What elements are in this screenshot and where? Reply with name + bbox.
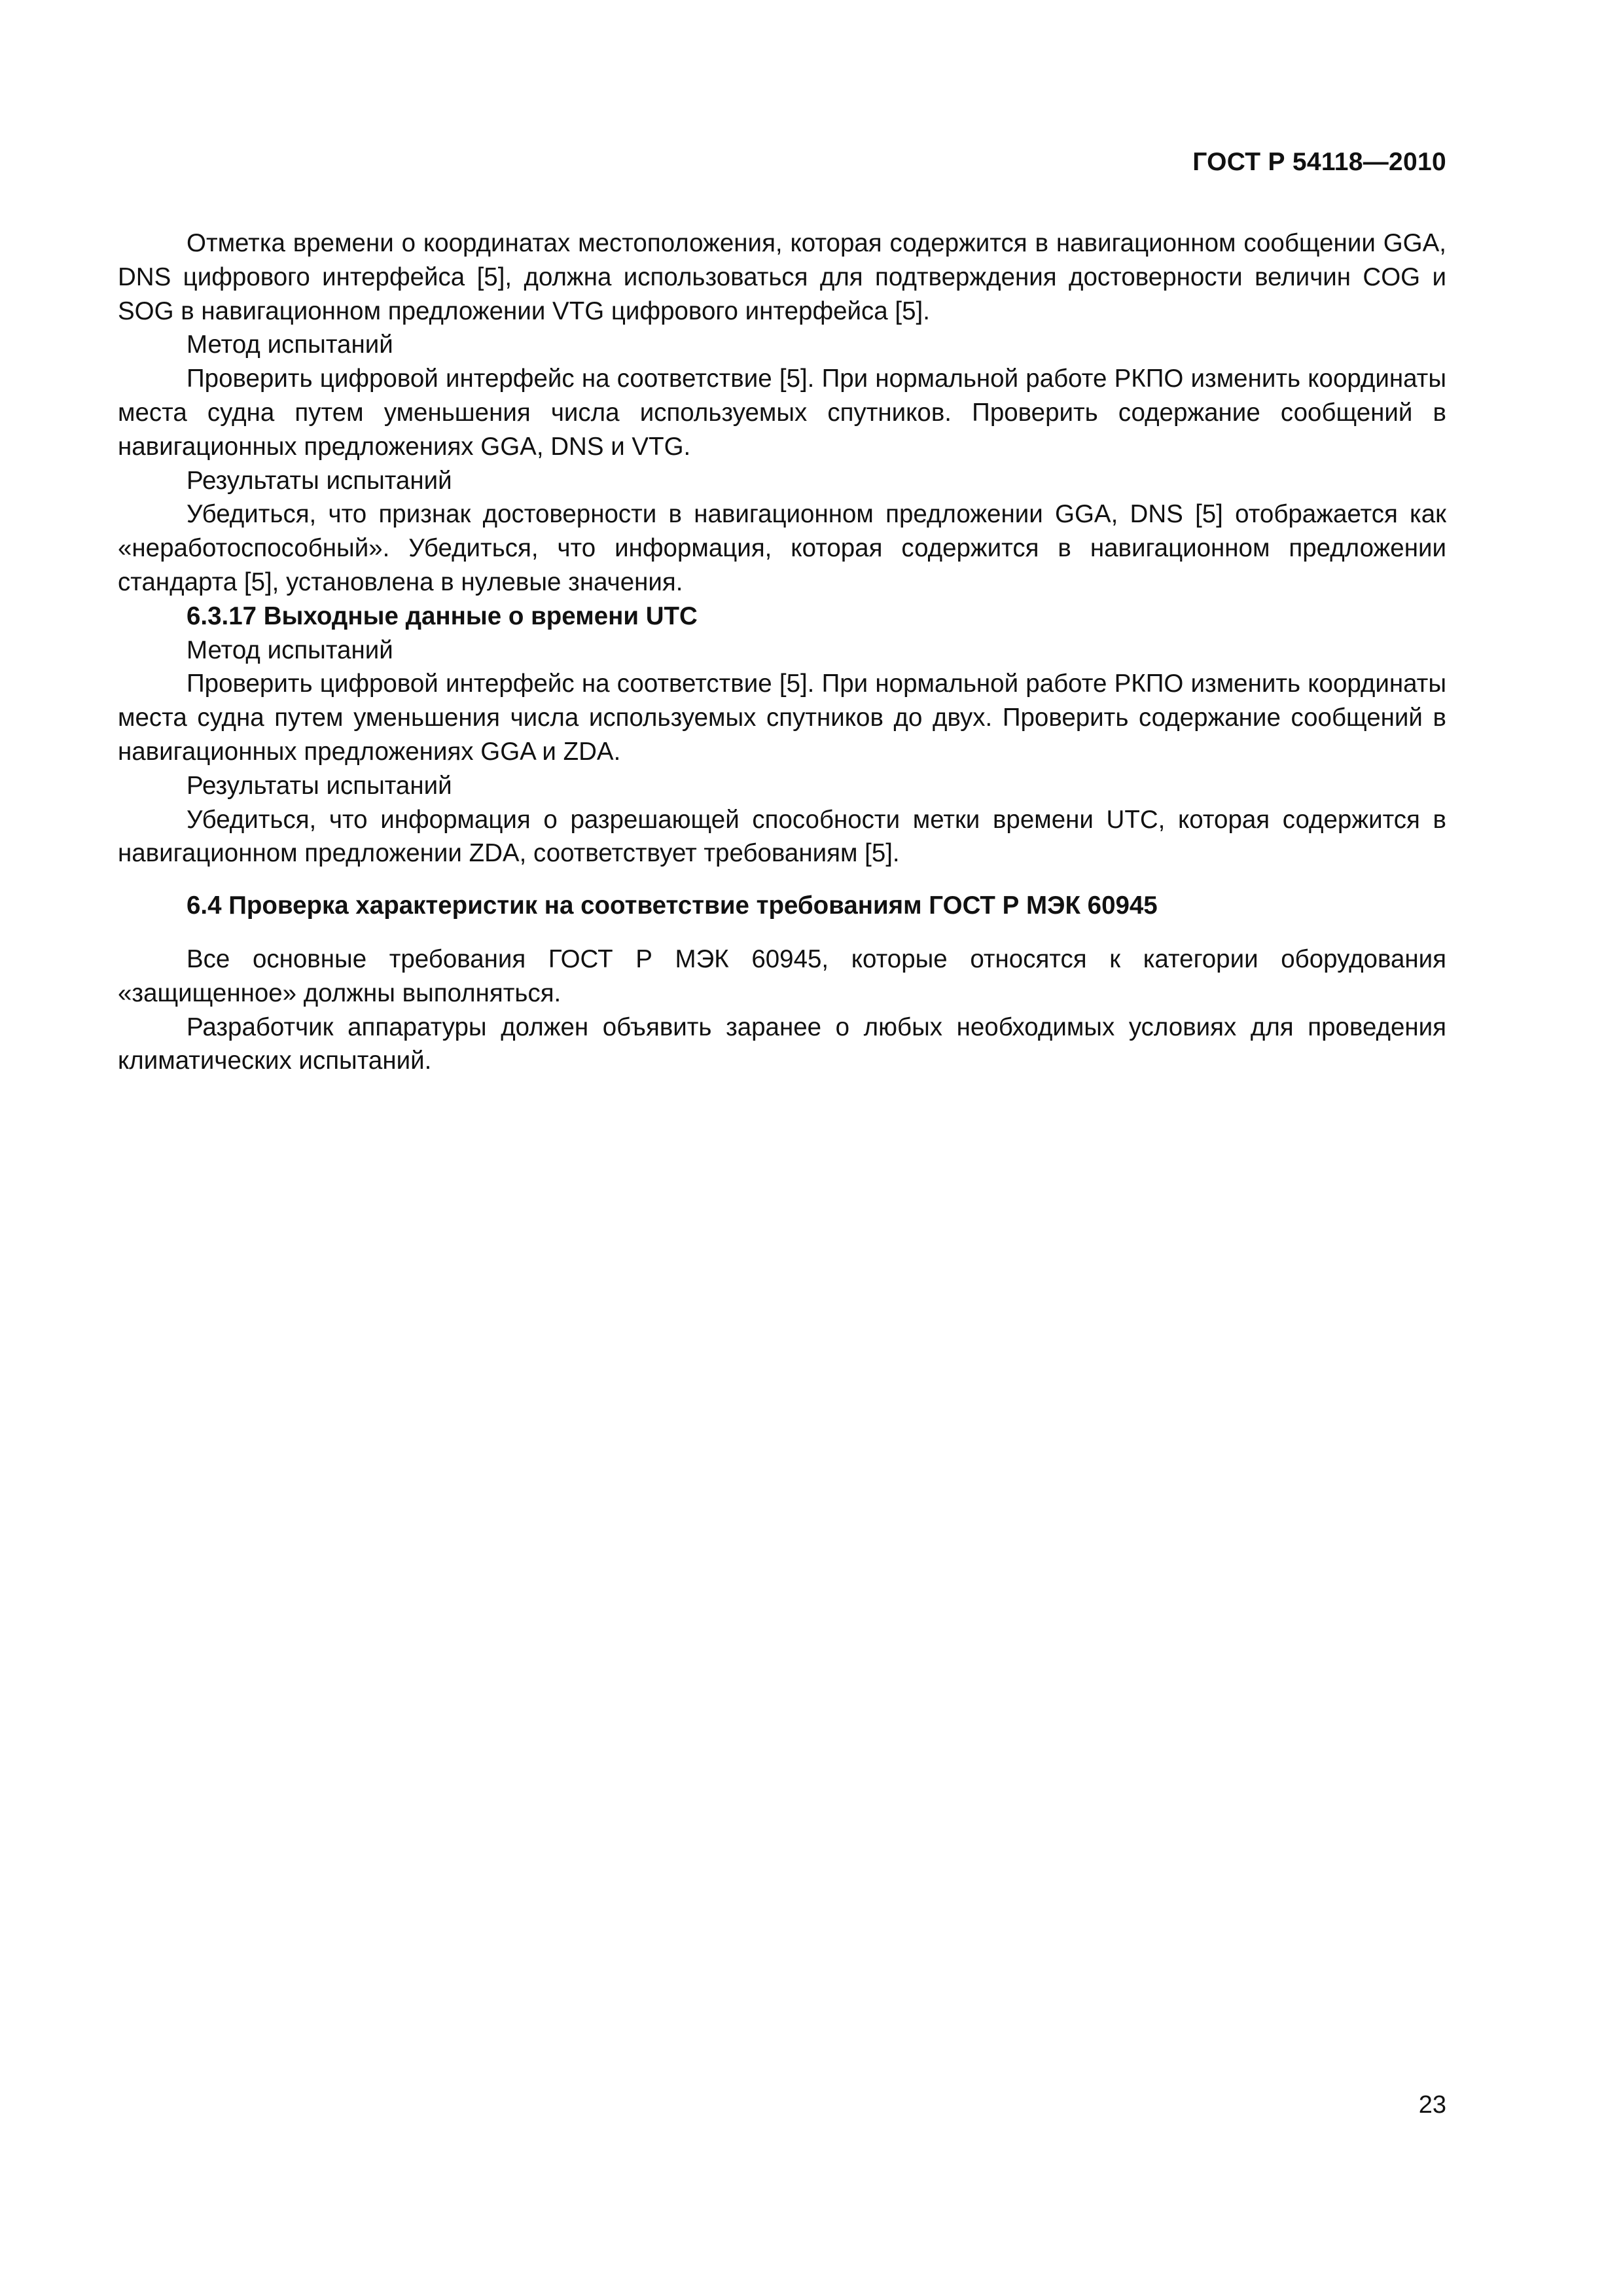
body-paragraph: Убедиться, что признак достоверности в навигационном предложении GGA, DNS [5] отображается как «неработоспособный». Убедиться, что информация, которая содержится в навигационном предложении стандарта [5], установлена в нулевые значения. — [118, 500, 1446, 596]
page-number: 23 — [1418, 2091, 1446, 2119]
section-title-6-3-17: 6.3.17 Выходные данные о времени UTC — [187, 601, 698, 630]
body-paragraph: Отметка времени о координатах местоположения, которая содержится в навигационном сообщении GGA, DNS цифрового интерфейса [5], должна использоваться для подтверждения достоверности величин COG и SOG в навигационном предложении VTG цифрового интерфейса [5]. — [118, 229, 1446, 325]
subheading-test-results: Результаты испытаний — [187, 771, 452, 800]
body-paragraph: Разработчик аппаратуры должен объявить заранее о любых необходимых условиях для проведения климатических испытаний. — [118, 1013, 1446, 1075]
subheading-test-results: Результаты испытаний — [187, 466, 452, 495]
document-standard-id: ГОСТ Р 54118—2010 — [1192, 148, 1446, 176]
body-paragraph: Все основные требования ГОСТ Р МЭК 60945, которые относятся к категории оборудования «защищенное» должны выполняться. — [118, 944, 1446, 1007]
body-paragraph: Убедиться, что информация о разрешающей способности метки времени UTC, которая содержится в навигационном предложении ZDA, соответствует требованиям [5]. — [118, 805, 1446, 868]
body-paragraph: Проверить цифровой интерфейс на соответствие [5]. При нормальной работе РКПО изменить координаты места судна путем уменьшения числа используемых спутников. Проверить содержание сообщений в навигационных предложениях GGA, DNS и VTG. — [118, 365, 1446, 461]
subheading-test-method: Метод испытаний — [187, 331, 393, 359]
body-paragraph: Проверить цифровой интерфейс на соответствие [5]. При нормальной работе РКПО изменить координаты места судна путем уменьшения числа используемых спутников до двух. Проверить содержание сообщений в навигационных предложениях GGA и ZDA. — [118, 670, 1446, 766]
subheading-test-method: Метод испытаний — [187, 636, 393, 664]
clause-title-6-4: 6.4 Проверка характеристик на соответствие требованиям ГОСТ Р МЭК 60945 — [187, 891, 1158, 920]
document-body — [118, 226, 1446, 1078]
